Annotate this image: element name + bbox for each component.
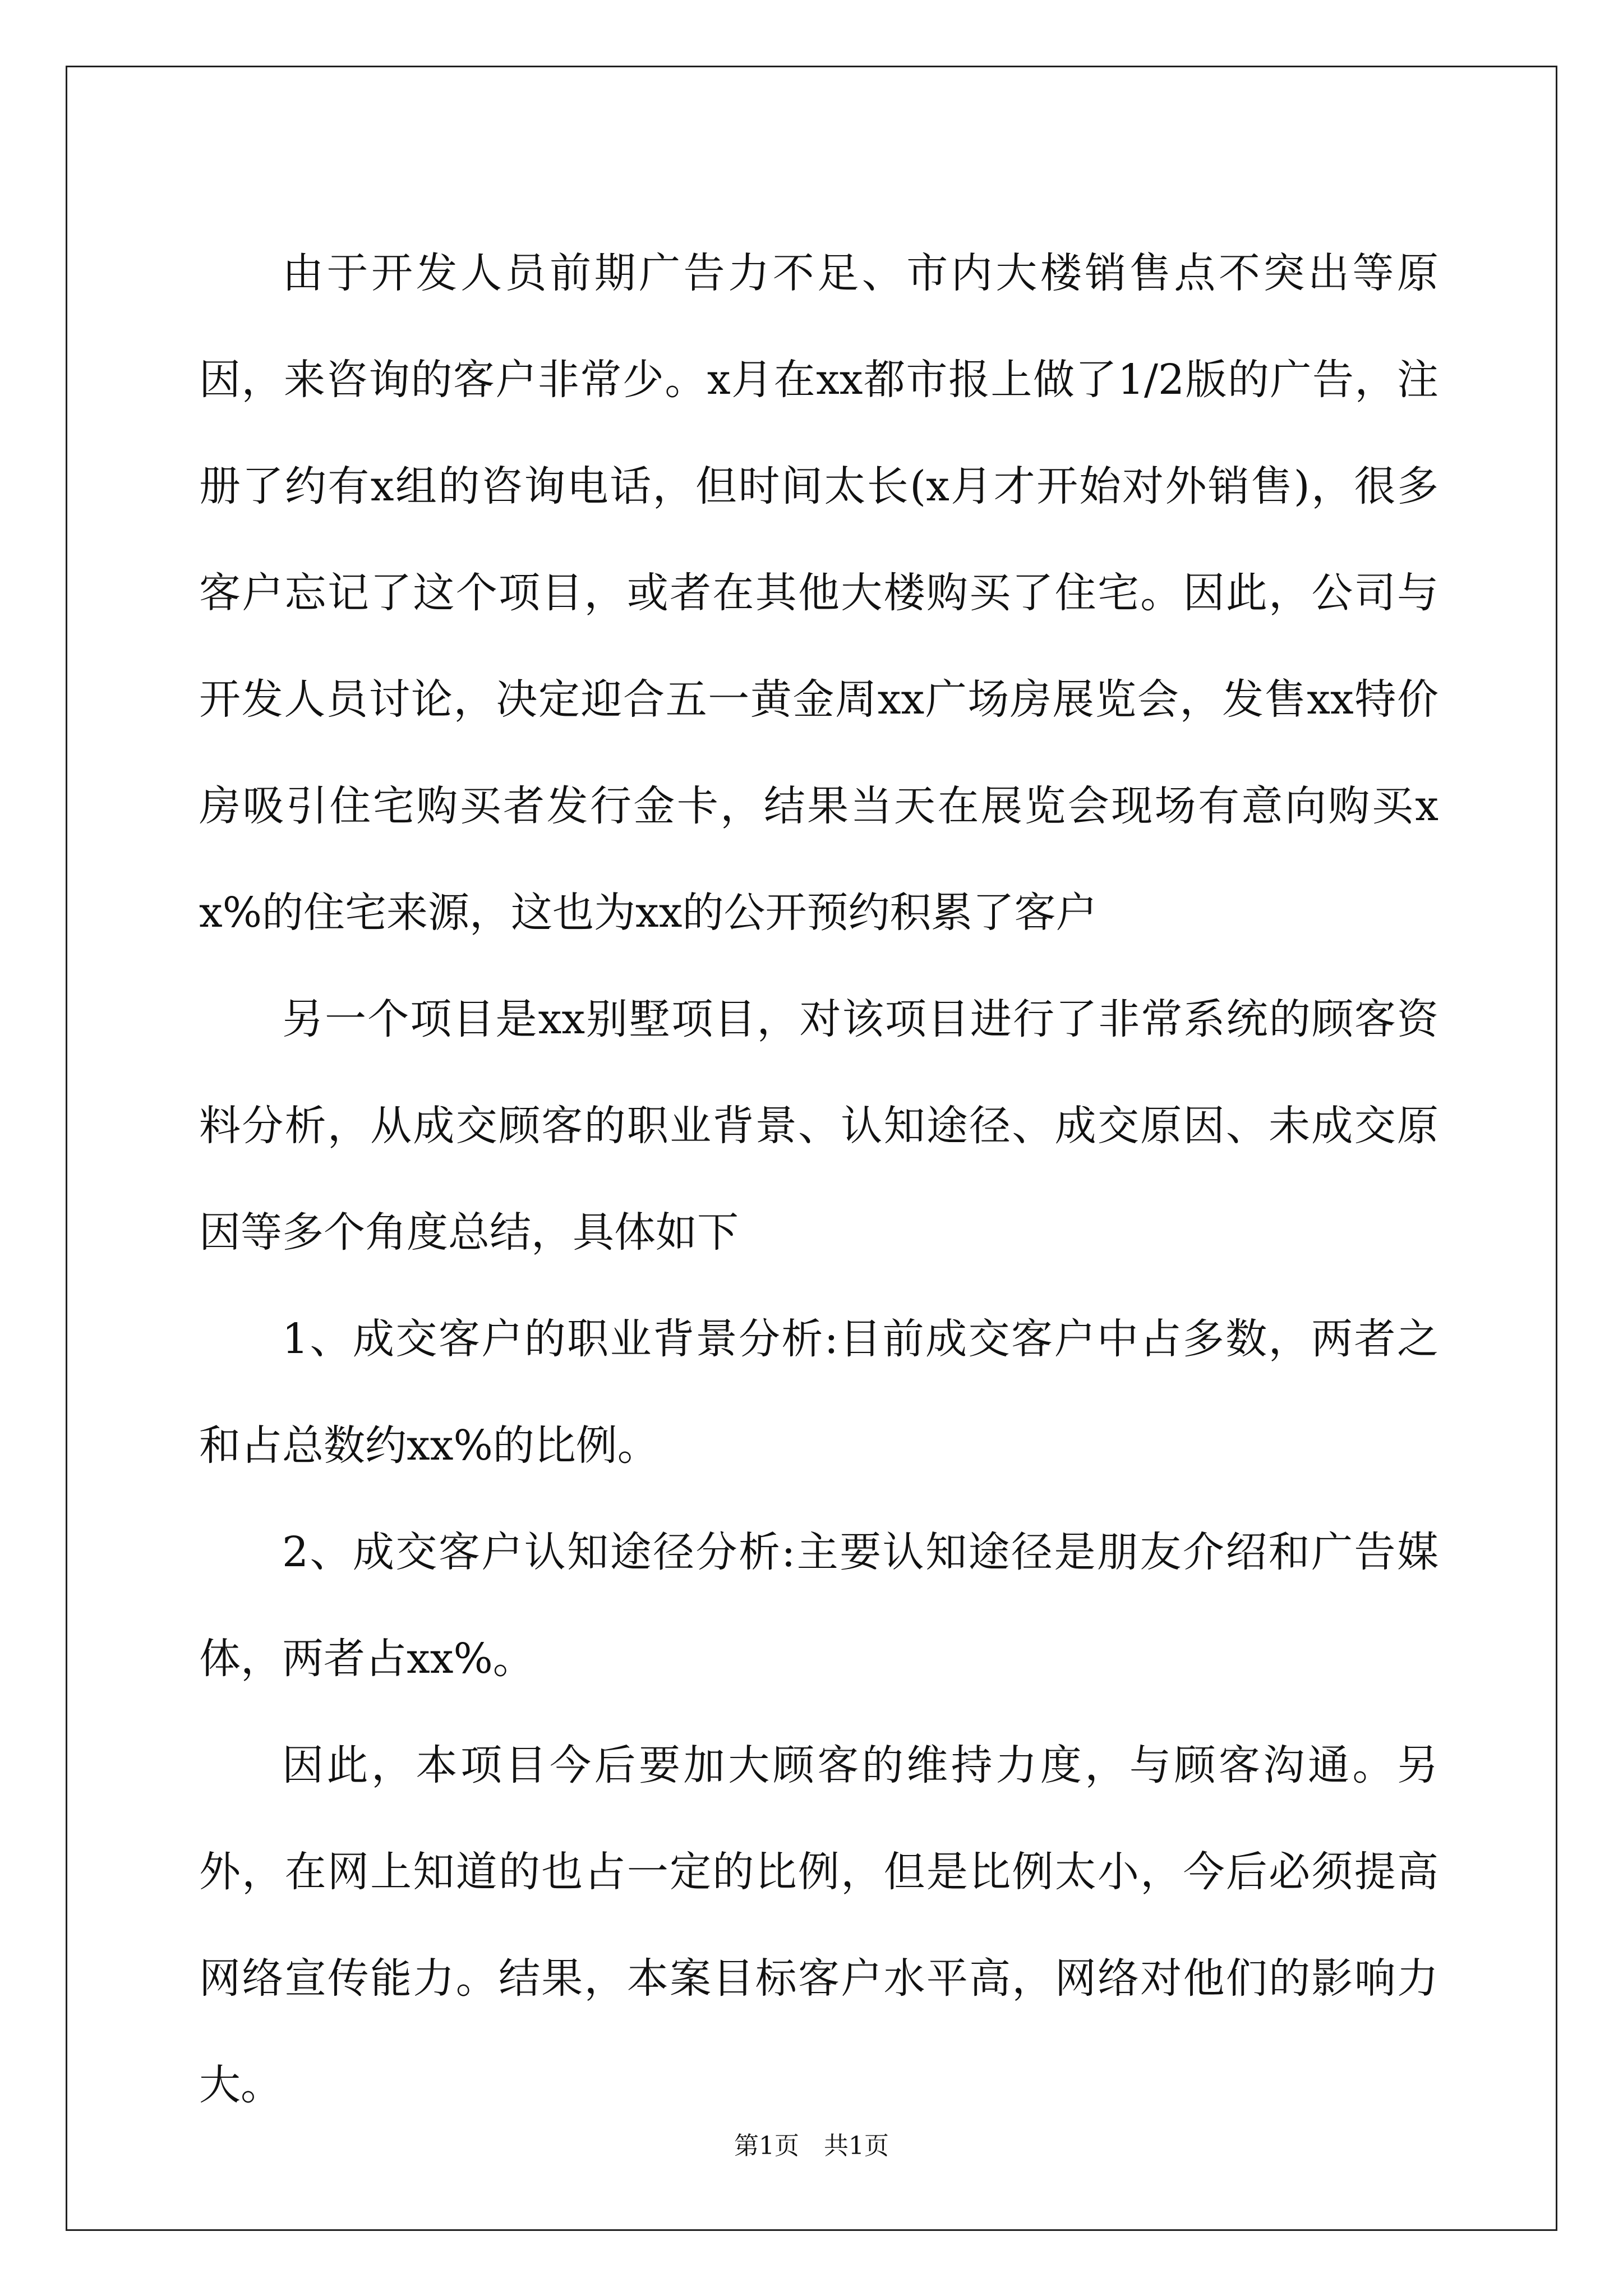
document-body (199, 220, 1438, 2138)
paragraph-channel-analysis: 2、成交客户认知途径分析:主要认知途径是朋友介绍和广告媒体，两者占xx%。 (199, 1528, 1438, 1683)
page-number: 第1页 共1页 (734, 2132, 889, 2160)
paragraph-occupation-analysis: 1、成交客户的职业背景分析:目前成交客户中占多数，两者之和占总数约xx%的比例。 (199, 1315, 1438, 1470)
paragraph-conclusion: 因此，本项目今后要加大顾客的维持力度，与顾客沟通。另外，在网上知道的也占一定的比例，但是比例太小，今后必须提高网络宣传能力。结果，本案目标客户水平高，网络对他们的影响力大。 (199, 1741, 1438, 2109)
paragraph-villa-project: 另一个项目是xx别墅项目，对该项目进行了非常系统的顾客资料分析，从成交顾客的职业背景、认知途径、成交原因、未成交原因等多个角度总结，具体如下 (199, 995, 1438, 1257)
paragraph-project-background: 由于开发人员前期广告力不足、市内大楼销售点不突出等原因，来咨询的客户非常少。x月在xx都市报上做了1/2版的广告，注册了约有x组的咨询电话，但时间太长(x月才开始对外销售)，很多客户忘记了这个项目，或者在其他大楼购买了住宅。因此，公司与开发人员讨论，决定迎合五一黄金周xx广场房展览会，发售xx特价房吸引住宅购买者发行金卡，结果当天在展览会现场有意向购买xx%的住宅来源，这也为xx的公开预约积累了客户 (199, 249, 1438, 937)
